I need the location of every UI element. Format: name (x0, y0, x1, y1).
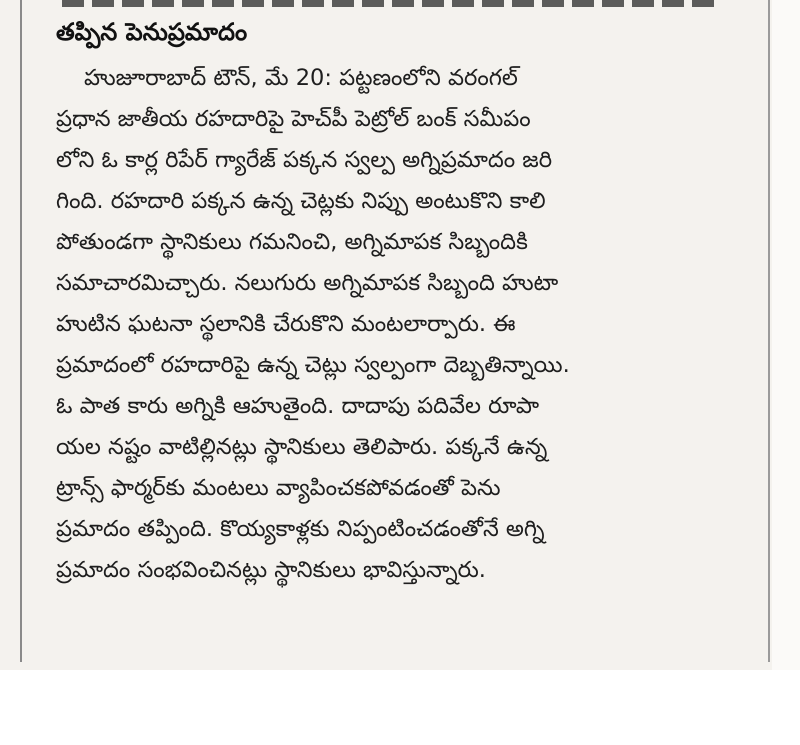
body-line: పోతుండగా స్థానికులు గమనించి, అగ్నిమాపక సిబ్బందికి (56, 229, 528, 255)
body-line: ప్రమాదంలో రహదారిపై ఉన్న చెట్లు స్వల్పంగా దెబ్బతిన్నాయి. (56, 352, 570, 378)
body-line: సమాచారమిచ్చారు. నలుగురు అగ్నిమాపక సిబ్బంది హుటా (56, 270, 559, 296)
body-line: లోని ఓ కార్ల రిపేర్ గ్యారేజ్ పక్కన స్వల్ప అగ్నిప్రమాదం జరి (56, 147, 553, 173)
body-line: గింది. రహదారి పక్కన ఉన్న చెట్లకు నిప్పు అంటుకొని కాలి (56, 188, 546, 214)
blank-margin (0, 670, 800, 745)
news-article (56, 14, 756, 591)
article-headline: తప్పిన పెనుప్రమాదం (56, 18, 248, 46)
body-line: ఓ పాత కారు అగ్నికి ఆహుతైంది. దాదాపు పదివేల రూపా (56, 393, 540, 419)
body-line: హుటిన ఘటనా స్థలానికి చేరుకొని మంటలార్పారు. ఈ (56, 311, 516, 337)
body-line: ప్రమాదం సంభవించినట్లు స్థానికులు భావిస్తున్నారు. (56, 557, 486, 583)
cut-off-previous-line (62, 0, 722, 7)
adjacent-column-edge (772, 0, 800, 670)
body-line: ప్రధాన జాతీయ రహదారిపై హెచ్‌పీ పెట్రోల్ బంక్ సమీపం (56, 106, 531, 132)
column-rule-right (768, 0, 770, 662)
body-line: యల నష్టం వాటిల్లినట్లు స్థానికులు తెలిపారు. పక్కనే ఉన్న (56, 434, 548, 460)
article-body (56, 58, 756, 591)
column-rule-left (20, 0, 22, 662)
body-line: ట్రాన్స్ ఫార్మర్‌కు మంటలు వ్యాపించకపోవడంతో పెను (56, 475, 501, 501)
body-line: ప్రమాదం తప్పింది. కొయ్యకాళ్లకు నిప్పంటించడంతోనే అగ్ని (56, 516, 545, 542)
body-line: హుజూరాబాద్ టౌన్, మే 20: పట్టణంలోని వరంగల్ (84, 65, 518, 91)
